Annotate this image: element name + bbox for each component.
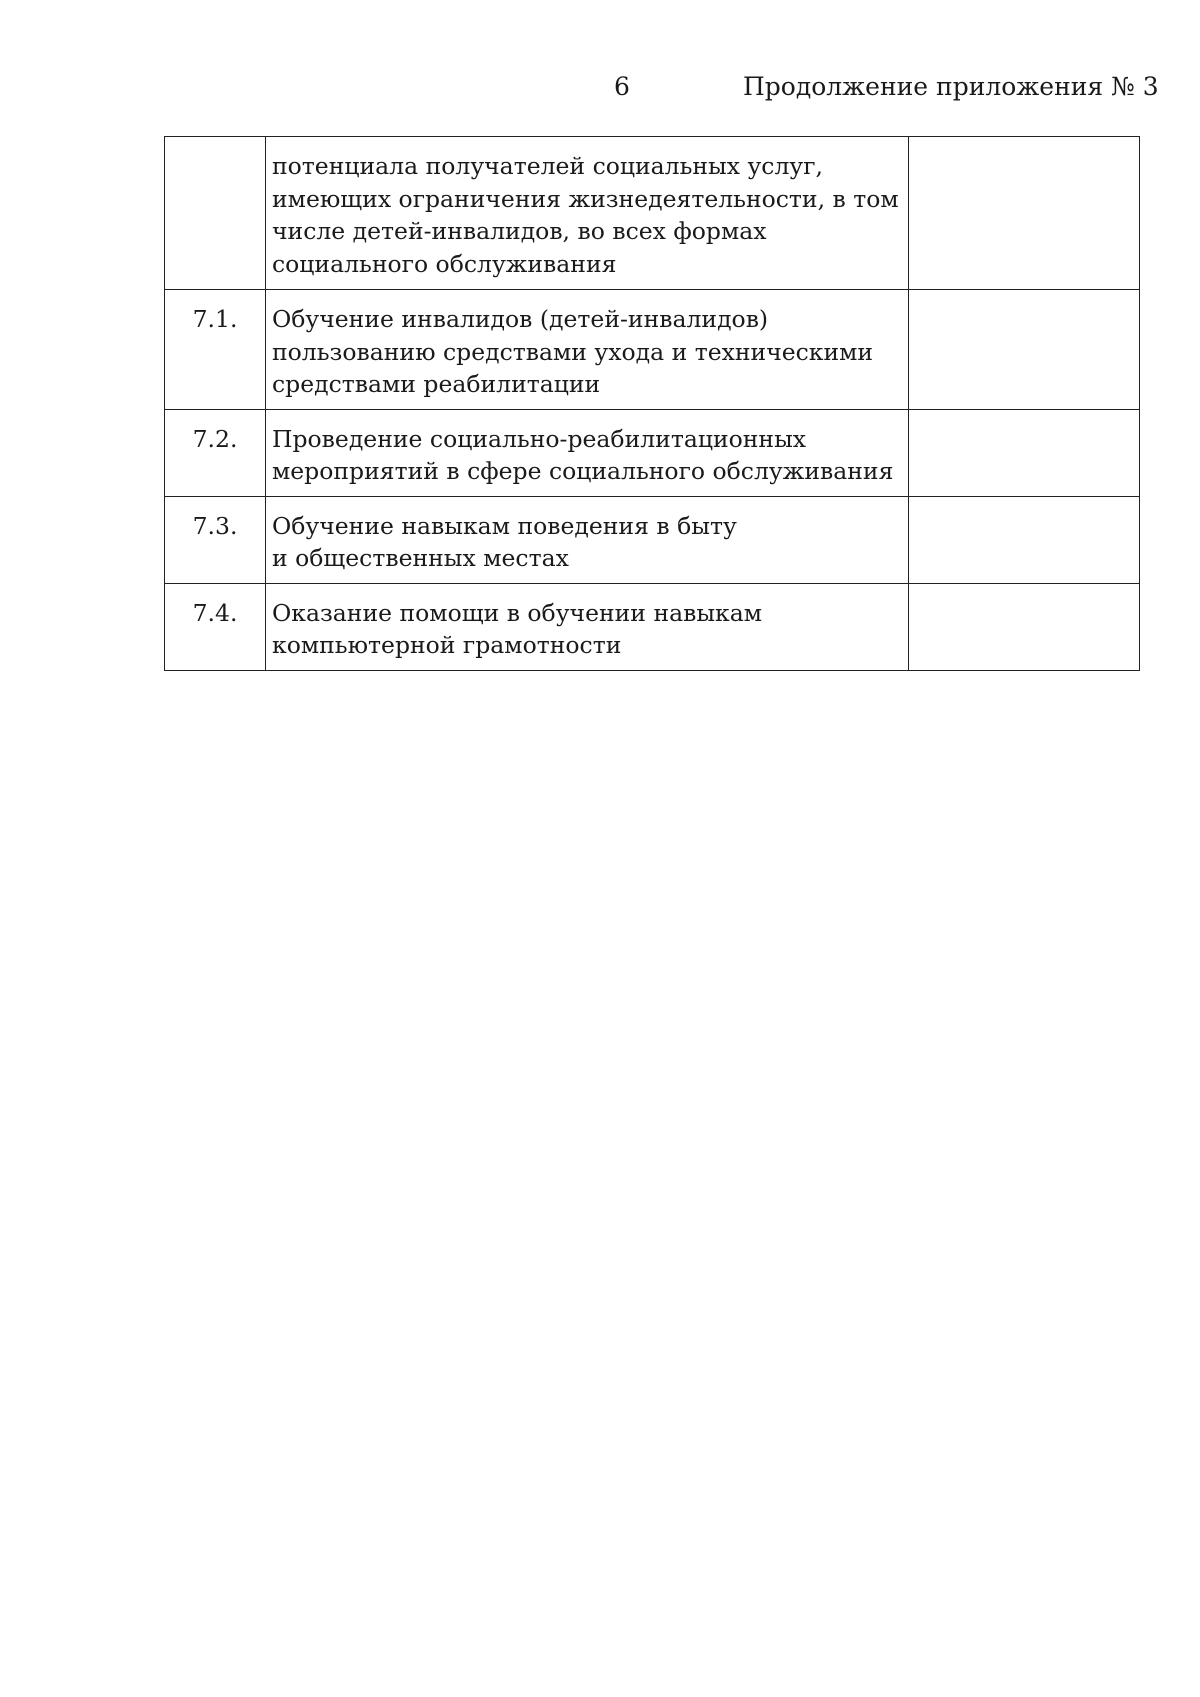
appendix-continuation-note: Продолжение приложения № 3 (743, 72, 1159, 101)
row-description-cell: Оказание помощи в обучении навыкам компьютерной грамотности (266, 583, 909, 670)
table-row (165, 496, 1140, 583)
row-description-cell: Проведение социально-реабилитационных мероприятий в сфере социального обслуживания (266, 409, 909, 496)
row-number-cell (165, 137, 266, 290)
row-description-cell: Обучение инвалидов (детей-инвалидов) пользованию средствами ухода и техническими средствами реабилитации (266, 290, 909, 410)
row-empty-cell (909, 409, 1140, 496)
row-empty-cell (909, 137, 1140, 290)
row-empty-cell (909, 290, 1140, 410)
table-row (165, 409, 1140, 496)
row-number-cell: 7.4. (165, 583, 266, 670)
services-table (164, 136, 1140, 671)
table-row (165, 290, 1140, 410)
row-empty-cell (909, 583, 1140, 670)
row-empty-cell (909, 496, 1140, 583)
row-description-cell: Обучение навыкам поведения в быту и общественных местах (266, 496, 909, 583)
table-row (165, 137, 1140, 290)
page-number: 6 (614, 72, 630, 101)
row-number-cell: 7.3. (165, 496, 266, 583)
row-description-cell: потенциала получателей социальных услуг, имеющих ограничения жизнедеятельности, в том числе детей-инвалидов, во всех формах социального обслуживания (266, 137, 909, 290)
table-row (165, 583, 1140, 670)
row-number-cell: 7.1. (165, 290, 266, 410)
row-number-cell: 7.2. (165, 409, 266, 496)
